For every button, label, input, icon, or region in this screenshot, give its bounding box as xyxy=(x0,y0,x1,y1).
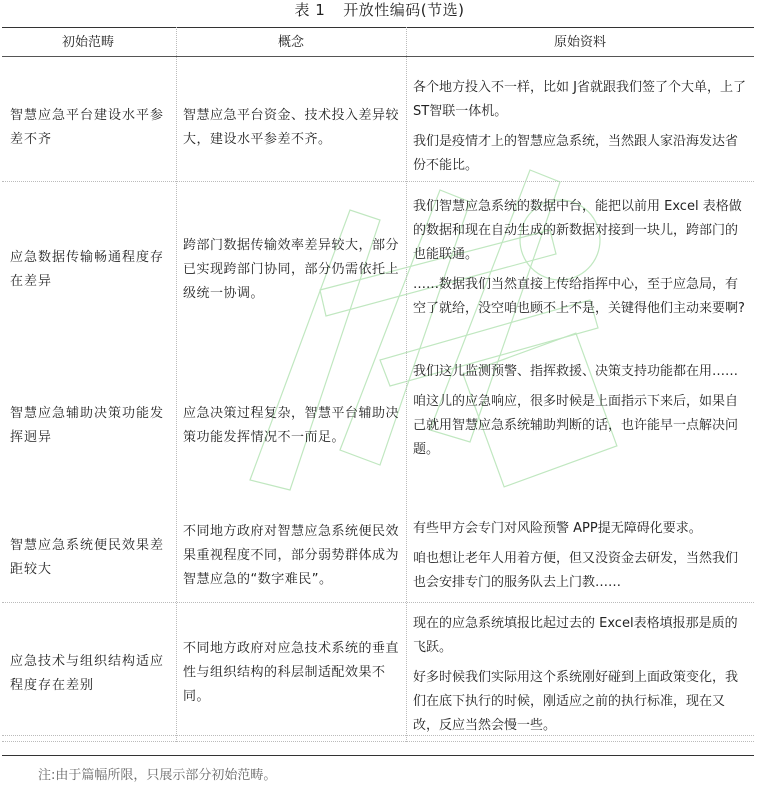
material-quote: 我们这儿监测预警、指挥救援、决策支持功能都在用…… xyxy=(413,364,739,379)
table-row-concept: 跨部门数据传输效率差异较大，部分已实现跨部门协同，部分仍需依托上级统一协调。 xyxy=(183,238,400,301)
table-title xyxy=(0,0,759,22)
material-quote: 各个地方投入不一样，比如 J省就跟我们签了个大单，上了 ST智联一体机。 xyxy=(413,80,746,119)
table-top-rule xyxy=(2,27,754,28)
table-row-category: 智慧应急系统便民效果差距较大 xyxy=(10,538,165,577)
table-note: 注:由于篇幅所限，只展示部分初始范畴。 xyxy=(38,768,277,783)
column-divider xyxy=(406,27,407,742)
material-quote: 我们是疫情才上的智慧应急系统，当然跟人家沿海发达省份不能比。 xyxy=(413,134,739,173)
table-row-concept: 应急决策过程复杂，智慧平台辅助决策功能发挥情况不一而足。 xyxy=(183,406,400,445)
header-category: 初始范畴 xyxy=(61,35,114,50)
table-row-materials xyxy=(413,517,747,601)
table-row-materials xyxy=(413,195,747,327)
header-materials: 原始资料 xyxy=(553,35,606,50)
table-row-concept: 不同地方政府对智慧应急系统便民效果重视程度不同，部分弱势群体成为智慧应急的“数字难民”。 xyxy=(183,524,400,587)
table-row-category: 应急数据传输畅通程度存在差异 xyxy=(10,250,165,289)
table-caption: 开放性编码(节选) xyxy=(343,1,465,19)
table-row-materials xyxy=(413,76,747,184)
material-quote: 现在的应急系统填报比起过去的 Excel表格填报那是质的飞跃。 xyxy=(413,616,738,655)
table-row-category: 智慧应急平台建设水平参差不齐 xyxy=(10,108,165,147)
table-row-concept: 不同地方政府对应急技术系统的垂直性与组织结构的科层制适配效果不同。 xyxy=(183,641,400,704)
material-quote: 我们智慧应急系统的数据中台，能把以前用 Excel 表格做的数据和现在自动生成的新数据对接到一块儿，跨部门的也能联通。 xyxy=(413,199,742,262)
table-row-category: 应急技术与组织结构适应程度存在差别 xyxy=(10,654,165,693)
table-row-concept: 智慧应急平台资金、技术投入差异较大，建设水平参差不齐。 xyxy=(183,108,400,147)
table-row-category: 智慧应急辅助决策功能发挥迥异 xyxy=(10,406,165,445)
material-quote: 咱也想让老年人用着方便，但又没资金去研发，当然我们也会安排专门的服务队去上门教…… xyxy=(413,551,739,590)
header-rule xyxy=(2,56,754,57)
row-divider xyxy=(2,602,754,603)
material-quote: 咱这儿的应急响应，很多时候是上面指示下来后，如果自己就用智慧应急系统辅助判断的话，也许能早一点解决问题。 xyxy=(413,394,739,457)
material-quote: 好多时候我们实际用这个系统刚好碰到上面政策变化，我们在底下执行的时候，刚适应之前的执行标准，现在又改，反应当然会慢一些。 xyxy=(413,670,739,733)
material-quote: 有些甲方会专门对风险预警 APP提无障碍化要求。 xyxy=(413,521,702,536)
table-row-materials xyxy=(413,612,747,744)
column-divider xyxy=(176,27,177,742)
table-bottom-rule xyxy=(2,755,754,756)
header-concept: 概念 xyxy=(277,35,304,50)
table-row-materials xyxy=(413,360,747,468)
material-quote: ……数据我们当然直接上传给指挥中心，至于应急局，有空了就给，没空咱也顾不上不是，关键得他们主动来要啊? xyxy=(413,277,745,316)
table-number: 表 1 xyxy=(294,1,326,19)
